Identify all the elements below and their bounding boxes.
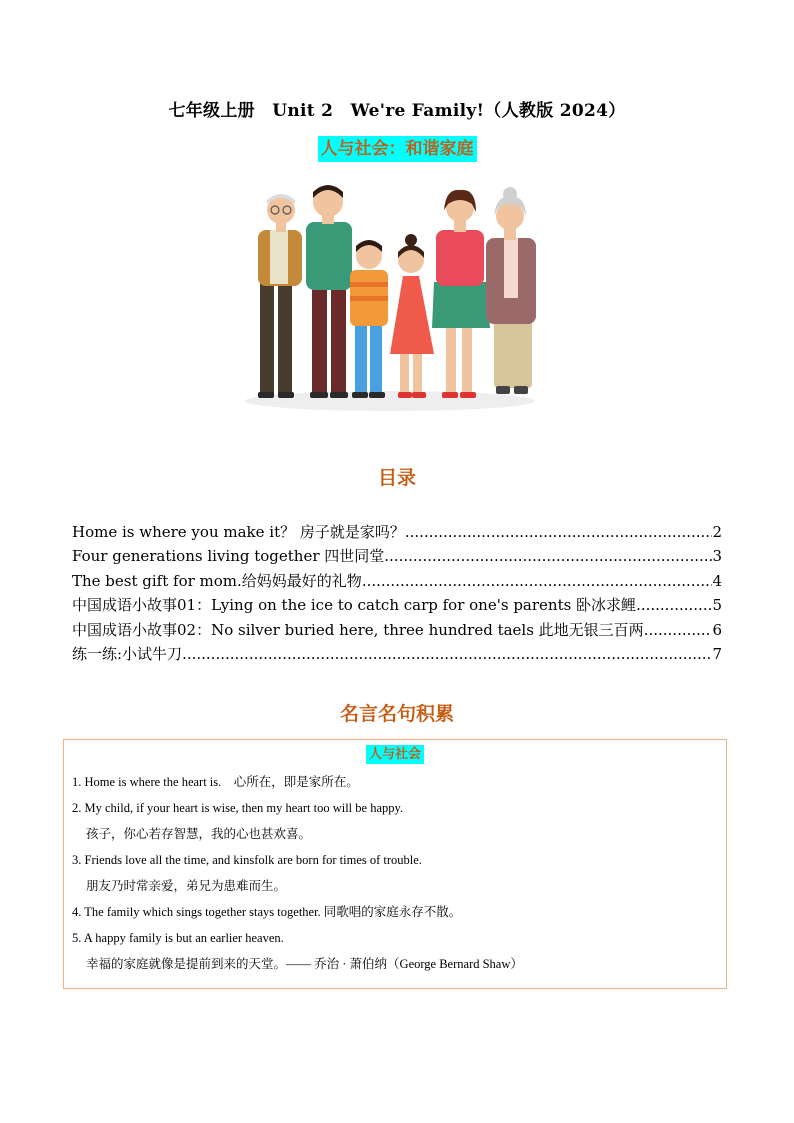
toc-entry-page: 4 — [712, 571, 722, 590]
toc-entry-title: The best gift for mom.给妈妈最好的礼物 — [72, 571, 362, 590]
grandma-figure — [486, 187, 536, 394]
mom-figure — [432, 190, 490, 398]
quote-line: 1. Home is where the heart is. 心所在，即是家所在。 — [72, 775, 359, 789]
toc-leader-dots — [384, 547, 712, 565]
toc-heading: 目录 — [377, 467, 416, 489]
toc-entry-title: 中国成语小故事01：Lying on the ice to catch carp for one's parents 卧冰求鲤 — [72, 596, 637, 615]
toc-entry[interactable] — [72, 643, 722, 667]
quote-line: 2. My child, if your heart is wise, then my heart too will be happy. — [72, 801, 404, 815]
toc-leader-dots — [644, 621, 713, 639]
theme-subtitle: 人与社会：和谐家庭 — [318, 136, 477, 162]
toc-entry-page: 2 — [712, 523, 722, 541]
toc-entry-title: 中国成语小故事02：No silver buried here, three hundred taels 此地无银三百两 — [72, 620, 644, 639]
table-of-contents — [72, 521, 722, 667]
girl-figure — [390, 234, 434, 398]
quote-line: 5. A happy family is but an earlier heaven. — [72, 931, 284, 945]
toc-leader-dots — [405, 523, 713, 541]
family-illustration — [238, 182, 542, 414]
quote-translation: 孩子，你心若存智慧，我的心也甚欢喜。 — [86, 827, 312, 841]
page-title: 七年级上册 Unit 2 We're Family!（人教版 2024） — [168, 101, 626, 121]
toc-entry-page: 6 — [712, 620, 722, 639]
toc-leader-dots — [362, 572, 713, 590]
quote-line: 3. Friends love all the time, and kinsfolk are born for times of trouble. — [72, 853, 422, 867]
subtitle-wrap — [0, 136, 794, 162]
toc-entry[interactable] — [72, 521, 722, 545]
toc-leader-dots — [182, 645, 712, 663]
grandpa-figure — [258, 194, 302, 398]
quote-translation: 朋友乃时常亲爱，弟兄为患难而生。 — [86, 879, 287, 893]
quote-translation: 幸福的家庭就像是提前到来的天堂。—— 乔治 · 萧伯纳（George Bernard Shaw） — [86, 957, 523, 971]
toc-entry-page: 7 — [712, 644, 722, 663]
toc-entry-title: 练一练:小试牛刀 — [72, 644, 183, 663]
quotes-box-head-wrap — [64, 743, 726, 764]
toc-entry[interactable] — [72, 594, 722, 618]
toc-entry[interactable] — [72, 570, 722, 594]
quotes-heading: 名言名句积累 — [339, 703, 454, 725]
quotes-box-title: 人与社会 — [366, 745, 424, 764]
quotes-box — [63, 739, 727, 989]
toc-entry-title: Four generations living together 四世同堂 — [72, 547, 385, 566]
quotes-list — [72, 773, 720, 981]
toc-entry-title: Home is where you make it？ 房子就是家吗？ — [72, 523, 405, 541]
toc-entry[interactable] — [72, 545, 722, 569]
toc-entry-page: 5 — [712, 596, 722, 615]
dad-figure — [306, 185, 352, 398]
toc-leader-dots — [636, 596, 712, 614]
quote-line: 4. The family which sings together stays together. 同歌唱的家庭永存不散。 — [72, 905, 462, 919]
boy-figure — [350, 240, 388, 398]
toc-entry-page: 3 — [712, 547, 722, 566]
toc-entry[interactable] — [72, 619, 722, 643]
